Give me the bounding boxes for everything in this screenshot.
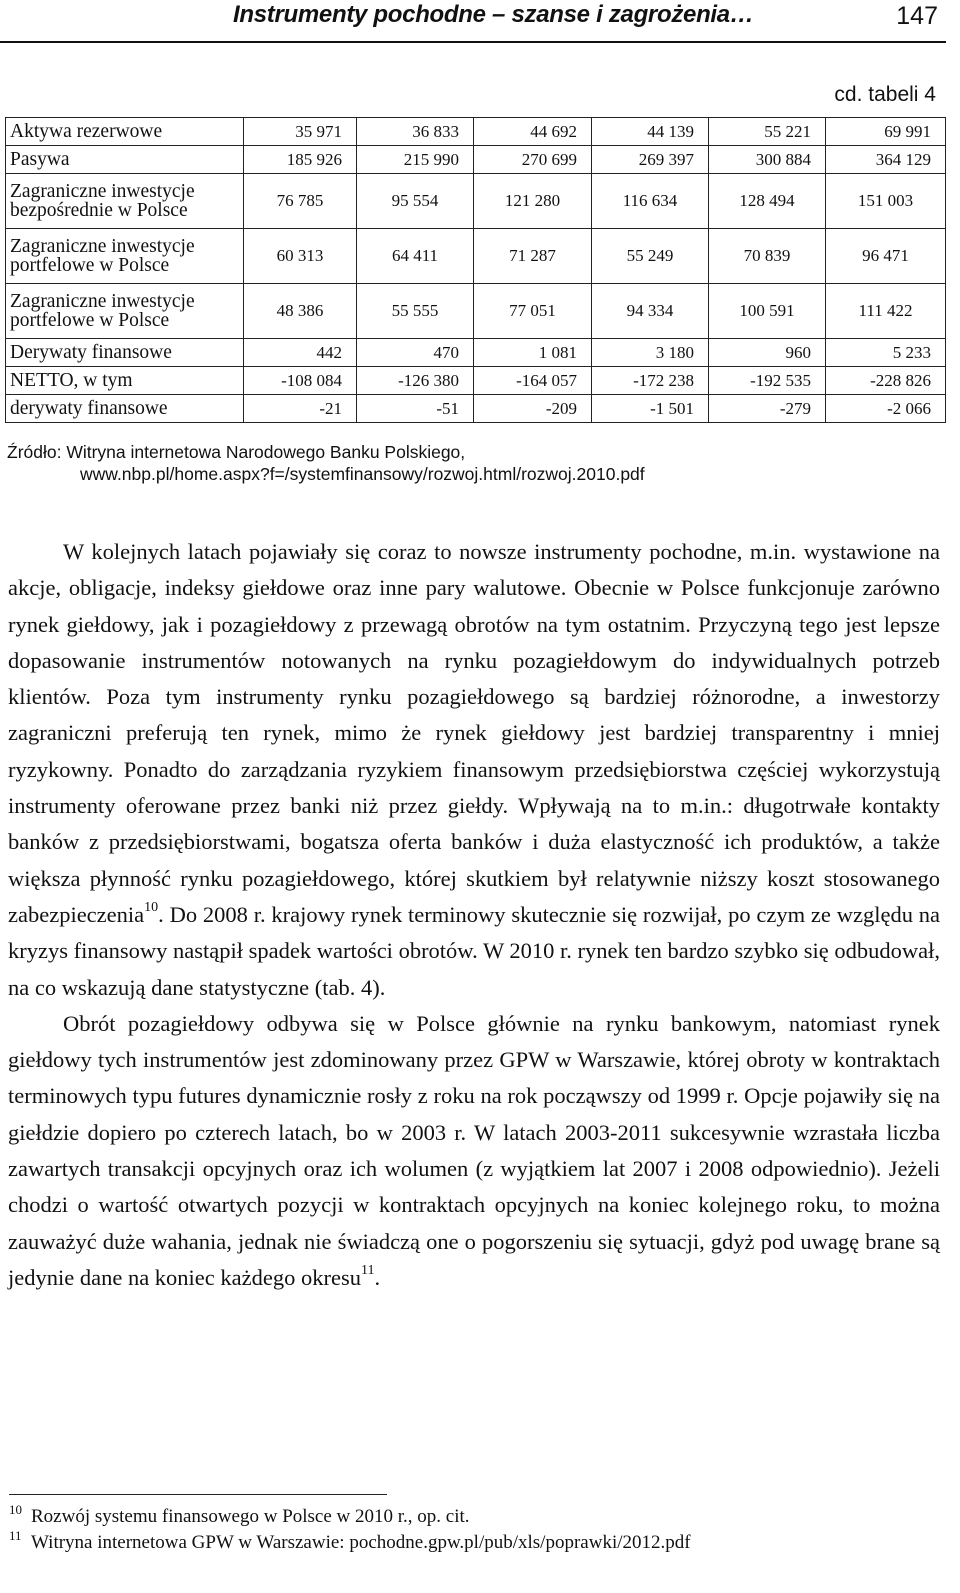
table-cell: 185 926: [244, 146, 357, 174]
table-cell: 5 233: [826, 339, 946, 367]
table-row: [6, 395, 946, 423]
table-row: [6, 174, 946, 229]
paragraph: [8, 1006, 940, 1296]
table-cell: 364 129: [826, 146, 946, 174]
footnote-ref: 10: [144, 899, 159, 915]
table-cell: 151 003: [826, 174, 946, 229]
table-cell: -126 380: [357, 367, 474, 395]
paragraph-text: W kolejnych latach pojawiały się coraz to nowsze instrumenty pochodne, m.in. wystawione na akcje, obligacje, indeksy giełdowe oraz inne pary walutowe. Obecnie w Polsce funkcjonuje zarówno rynek giełdowy, jak i pozagiełdowy z przewagą obrotów na tym ostatnim. Przyczyną tego jest lepsze dopasowanie instrumentów notowanych na rynku pozagiełdowym do indywidualnych potrzeb klientów. Poza tym instrumenty rynku pozagiełdowego są bardziej różnorodne, a inwestorzy zagraniczni preferują ten rynek, mimo że rynek giełdowy jest bardziej transparentny i mniej ryzykowny. Ponadto do zarządzania ryzykiem finansowym przedsiębiorstwa częściej wykorzystują instrumenty oferowane przez banki niż przez giełdy. Wpływają na to m.in.: długotrwałe kontakty banków z przedsiębiorstwami, bogatsza oferta banków i duża elastyczność ich produktów, a także większa płynność rynku pozagiełdowego, której skutkiem był relatywnie niższy koszt stosowanego zabezpieczenia: [8, 539, 940, 927]
footnote-number: 11: [9, 1528, 22, 1543]
table-cell: 442: [244, 339, 357, 367]
row-label: Zagraniczne inwestycje portfelowe w Polsce: [6, 284, 244, 339]
table-cell: 76 785: [244, 174, 357, 229]
row-label: Pasywa: [6, 146, 244, 174]
table-cell: -279: [709, 395, 826, 423]
page-number: 147: [896, 2, 938, 30]
table-cell: 269 397: [592, 146, 709, 174]
footnote-text: Rozwój systemu finansowego w Polsce w 2010 r., op. cit.: [31, 1506, 470, 1527]
table-cell: 121 280: [474, 174, 592, 229]
data-table: [5, 117, 946, 423]
table-cell: 270 699: [474, 146, 592, 174]
footnote-text: Witryna internetowa GPW w Warszawie: pochodne.gpw.pl/pub/xls/poprawki/2012.pdf: [31, 1532, 691, 1553]
footnotes: [9, 1502, 939, 1557]
table-row: [6, 339, 946, 367]
table-cell: 111 422: [826, 284, 946, 339]
table-cell: 96 471: [826, 229, 946, 284]
table-source-note: [7, 441, 645, 485]
table-cell: 1 081: [474, 339, 592, 367]
table-cell: -228 826: [826, 367, 946, 395]
footnote: [9, 1502, 939, 1531]
table-cell: 55 555: [357, 284, 474, 339]
running-title: Instrumenty pochodne – szanse i zagrożenia…: [233, 1, 754, 28]
table-cell: 44 139: [592, 118, 709, 146]
footnote-divider: [9, 1494, 387, 1495]
table-cell: 128 494: [709, 174, 826, 229]
table-cell: 3 180: [592, 339, 709, 367]
paragraph-text: Obrót pozagiełdowy odbywa się w Polsce głównie na rynku bankowym, natomiast rynek giełdowy tych instrumentów jest zdominowany przez GPW w Warszawie, której obroty w kontraktach terminowych typu futures dynamicznie rosły z roku na rok począwszy od 1999 r. Opcje pojawiły się na giełdzie dopiero po czterech latach, bo w 2003 r. W latach 2003-2011 sukcesywnie wzrastała liczba zawartych transakcji opcyjnych oraz ich wolumen (z wyjątkiem lat 2007 i 2008 odpowiednio). Jeżeli chodzi o wartość otwartych pozycji w kontraktach opcyjnych na koniec kolejnego roku, to można zauważyć duże wahania, jednak nie świadczą one o pogorszeniu się sytuacji, gdyż pod uwagę brane są jedynie dane na koniec każdego okresu: [8, 1010, 940, 1290]
table-cell: 69 991: [826, 118, 946, 146]
table-cell: 35 971: [244, 118, 357, 146]
table-cell: 300 884: [709, 146, 826, 174]
table-cell: -1 501: [592, 395, 709, 423]
table-cell: 60 313: [244, 229, 357, 284]
paragraph-text: . Do 2008 r. krajowy rynek terminowy skutecznie się rozwijał, po czym ze względu na kryzys finansowy nastąpił spadek wartości obrotów. W 2010 r. rynek ten bardzo szybko się odbudował, na co wskazują dane statystyczne (tab. 4).: [8, 901, 940, 1000]
table-cell: -209: [474, 395, 592, 423]
header-divider: [0, 41, 946, 43]
table-cell: 48 386: [244, 284, 357, 339]
page-header: [0, 0, 960, 44]
table-cell: 215 990: [357, 146, 474, 174]
table-row: [6, 284, 946, 339]
table-caption: cd. tabeli 4: [834, 83, 936, 106]
body-text: [8, 534, 940, 1296]
table-cell: -164 057: [474, 367, 592, 395]
table-cell: 55 249: [592, 229, 709, 284]
table-cell: -108 084: [244, 367, 357, 395]
row-label: Zagraniczne inwestycje portfelowe w Polsce: [6, 229, 244, 284]
row-label: derywaty finansowe: [6, 395, 244, 423]
row-label: NETTO, w tym: [6, 367, 244, 395]
table-row: [6, 229, 946, 284]
table-cell: 44 692: [474, 118, 592, 146]
footnote-number: 10: [9, 1502, 22, 1517]
table-cell: -51: [357, 395, 474, 423]
table-cell: 77 051: [474, 284, 592, 339]
table-cell: 36 833: [357, 118, 474, 146]
paragraph: [8, 534, 940, 1006]
source-link: www.nbp.pl/home.aspx?f=/systemfinansowy/rozwoj.html/rozwoj.2010.pdf: [80, 464, 645, 484]
table-cell: 116 634: [592, 174, 709, 229]
table-row: [6, 367, 946, 395]
table-cell: 55 221: [709, 118, 826, 146]
row-label: Zagraniczne inwestycje bezpośrednie w Polsce: [6, 174, 244, 229]
table-cell: -2 066: [826, 395, 946, 423]
table-cell: 94 334: [592, 284, 709, 339]
table-cell: 100 591: [709, 284, 826, 339]
table-cell: 470: [357, 339, 474, 367]
source-line-1: Źródło: Witryna internetowa Narodowego Banku Polskiego,: [7, 442, 466, 462]
table-cell: -172 238: [592, 367, 709, 395]
table-cell: 71 287: [474, 229, 592, 284]
table-cell: 70 839: [709, 229, 826, 284]
table-cell: -21: [244, 395, 357, 423]
paragraph-text: .: [374, 1264, 381, 1290]
table-row: [6, 146, 946, 174]
table-cell: 960: [709, 339, 826, 367]
row-label: Derywaty finansowe: [6, 339, 244, 367]
footnote-ref: 11: [360, 1262, 375, 1278]
footnote: [9, 1528, 939, 1557]
table-cell: 95 554: [357, 174, 474, 229]
table-cell: 64 411: [357, 229, 474, 284]
row-label: Aktywa rezerwowe: [6, 118, 244, 146]
table-row: [6, 118, 946, 146]
table-cell: -192 535: [709, 367, 826, 395]
